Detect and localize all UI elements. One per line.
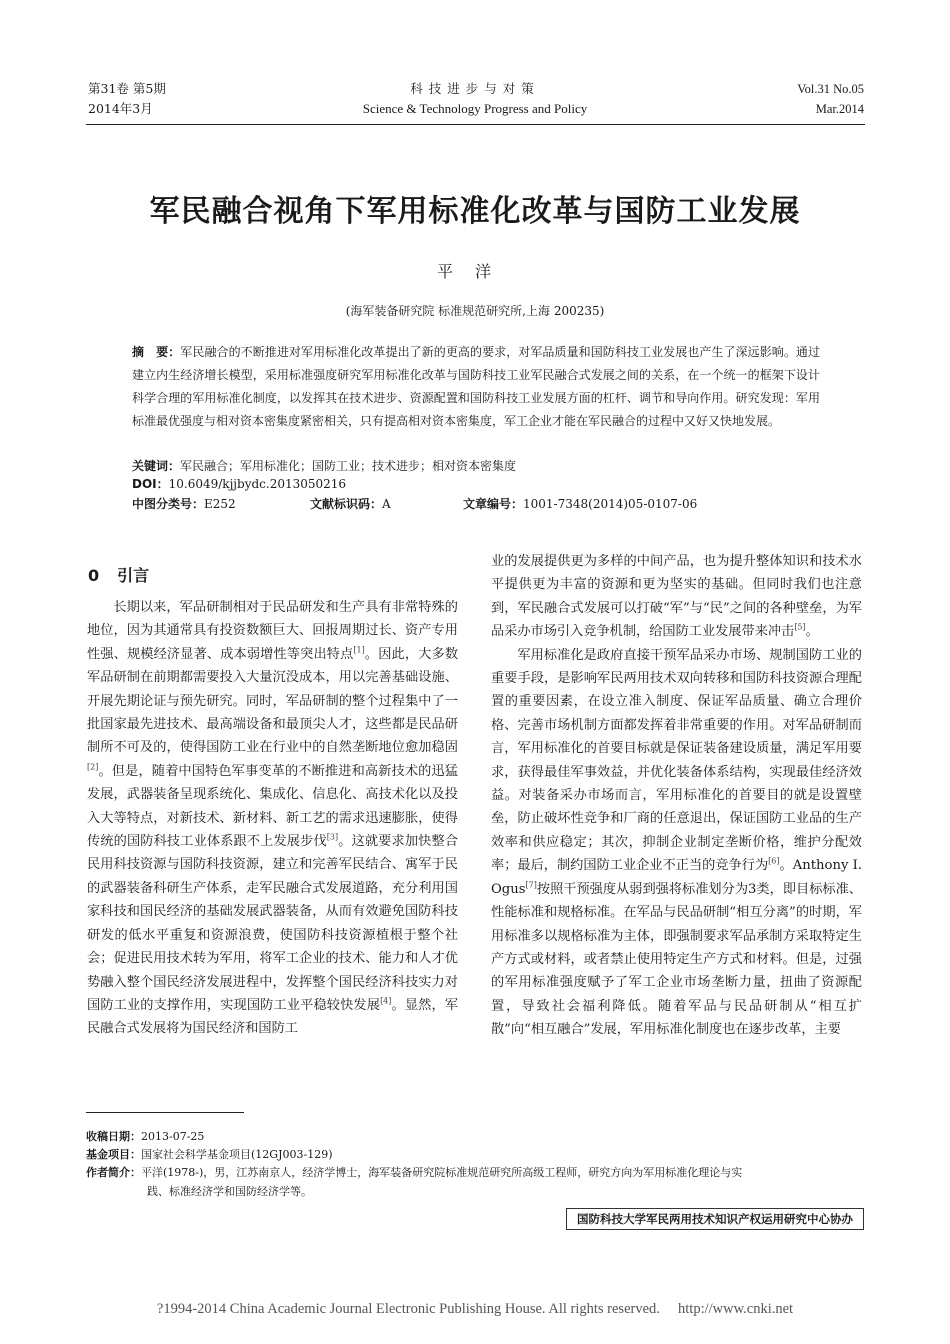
text-run: 。这就要求加快整合民用科技资源与国防科技资源，建立和完善军民结合、寓军于民的武器装备科研生产体系，走军民融合式发展道路，充分利用国家科技和国民经济的基础发展武器装备，从而有效避免国防科技研发的低水平重复和资源浪费，使国防科技资源植根于整个社会；促进民用技术转为军用，将军工企业的技术、能力和人才优势融入整个国民经济发展进程中，发挥整个国民经济科技实力对国防工业的支撑作用，实现国防工业平稳较快发展 xyxy=(87,834,459,1013)
copyright-footer: ?1994-2014 China Academic Journal Electronic Publishing House. All rights reserved. http://www.cnki.net xyxy=(156,1301,794,1317)
text-run: 。因此，大多数军品研制在前期都需要投入大量沉没成本，用以完善基础设施、开展先期论证与预先研究。同时，军品研制的整个过程集中了一批国家最先进技术、最高端设备和最顶尖人才，这些都是民品研制所不可及的，使得国防工业在行业中的自然垄断地位愈加稳固 xyxy=(87,646,459,756)
abstract-label: 摘 要： xyxy=(132,345,181,359)
footnote-received xyxy=(86,1127,866,1146)
text-run: 长期以来，军品研制相对于民品研发和生产具有非常特殊的地位，因为其通常具有投资数额巨大、回报周期过长、资产专用性强、规模经济显著、成本弱增性等突出特点 xyxy=(87,600,458,662)
citation[interactable]: [2] xyxy=(87,762,99,772)
author-bio-text: 平洋(1978-)，男，江苏南京人，经济学博士，海军装备研究院标准规范研究所高级工程师，研究方向为军用标准化理论与实 xyxy=(141,1166,743,1179)
text-run: 军用标准化是政府直接干预军品采办市场、规制国防工业的重要手段，是影响军民两用技术双向转移和国防科技资源合理配置的重要因素，在设立准入制度、保证军品质量、确立合理价格、完善市场机制方面都发挥着非常重要的作用。对军品研制而言，军用标准化的首要目标就是保证装备建设质量，满足军用要求，获得最佳军事效益，并优化装备体系结构，实现最佳经济效益。对装备采办市场而言，军用标准化的首要目的就是设置壁垒，防止破坏性竞争和厂商的任意退出，保证国防工业品的生产效率和供应稳定；其次，抑制企业制定垄断价格，维护分配效率；最后，制约国防工业企业不正当的竞争行为 xyxy=(491,647,862,874)
author-name: 平洋 xyxy=(436,262,513,281)
fund-text: 国家社会科学基金项目(12GJ003-129) xyxy=(141,1148,333,1161)
journal-name-en: Science & Technology Progress and Policy xyxy=(362,101,588,116)
fund-label: 基金项目： xyxy=(86,1148,141,1161)
clc-code xyxy=(132,494,236,514)
author-affiliation: (海军装备研究院 标准规范研究所,上海 200235) xyxy=(345,304,605,318)
received-date: 2013-07-25 xyxy=(141,1130,205,1143)
doc-label: 文献标识码： xyxy=(310,497,383,511)
text-run: 业的发展提供更为多样的中间产品，也为提升整体知识和技术水平提供更为丰富的资源和更为坚实的基础。但同时我们也注意到，军民融合式发展可以打破“军”与“民”之间的各种壁垒，为军品采办市场引入竞争机制，给国防工业发展带来冲击 xyxy=(491,554,862,640)
clc-label: 中图分类号： xyxy=(132,497,205,511)
article-number xyxy=(463,494,697,514)
text-run: 。 xyxy=(805,624,819,640)
header-center xyxy=(300,79,650,119)
footnote-fund xyxy=(86,1145,866,1164)
text-run: 。显然，军民融合式发展将为国民经济和国防工 xyxy=(87,997,459,1037)
text-run: 。Anthony I. Ogus xyxy=(491,858,863,897)
journal-name-cn: 科技进步与对策 xyxy=(410,81,540,96)
footnote-rule xyxy=(86,1112,244,1113)
header-left xyxy=(88,79,166,119)
article-value: 1001-7348(2014)05-0107-06 xyxy=(523,497,698,511)
citation[interactable]: [4] xyxy=(380,996,392,1006)
keywords-label: 关键词： xyxy=(132,459,181,473)
left-column xyxy=(87,596,458,1041)
paragraph xyxy=(87,596,458,1041)
citation[interactable]: [6] xyxy=(768,856,780,866)
doc-code xyxy=(310,494,391,514)
clc-value: E252 xyxy=(204,497,236,511)
doi xyxy=(132,474,832,494)
abstract-text: 军民融合的不断推进对军用标准化改革提出了新的更高的要求，对军品质量和国防科技工业发展也产生了深远影响。通过建立内生经济增长模型，采用标准强度研究军用标准化改革与国防科技工业军民融合式发展之间的关系，在一个统一的框架下设计科学合理的军用标准化制度，以发挥其在技术进步、资源配置和国防科技工业发展方面的杠杆、调节和导向作用。研究发现：军用标准最优强度与相对资本密集度紧密相关，只有提高相对资本密集度，军工企业才能在军民融合的过程中又好又快地发展。 xyxy=(132,345,820,428)
citation[interactable]: [3] xyxy=(326,832,339,842)
citation[interactable]: [5] xyxy=(794,622,806,632)
volume-issue: 第31卷 第5期 xyxy=(88,81,166,96)
footnote-author-cont: 践、标准经济学和国防经济学等。 xyxy=(147,1185,312,1198)
received-label: 收稿日期： xyxy=(86,1130,141,1143)
paper-title: 军民融合视角下军用标准化改革与国防工业发展 xyxy=(149,194,801,229)
section-title: 引言 xyxy=(117,566,150,585)
volume-issue-en: Vol.31 No.05 xyxy=(797,82,864,96)
citation[interactable]: [1] xyxy=(353,645,365,655)
doc-value: A xyxy=(382,497,391,511)
co-organizer-stamp: 国防科技大学军民两用技术知识产权运用研究中心协办 xyxy=(566,1208,864,1230)
author-bio-label: 作者简介： xyxy=(86,1166,141,1179)
article-label: 文章编号： xyxy=(463,497,524,511)
doi-text: 10.6049/kjjbydc.2013050216 xyxy=(168,477,347,491)
text-run: 。但是，随着中国特色军事变革的不断推进和高新技术的迅猛发展，武器装备呈现系统化、集成化、信息化、高技术化以及投入大等特点，对新技术、新材料、新工艺的需求迅速膨胀，使得传统的国防科技工业体系跟不上发展步伐 xyxy=(87,763,458,850)
right-column xyxy=(491,550,862,1042)
section-heading xyxy=(88,563,149,586)
issue-date-cn: 2014年3月 xyxy=(88,101,153,116)
text-run: 按照干预强度从弱到强将标准划分为3类，即目标标准、性能标准和规格标准。在军品与民品研制“相互分离”的时期，军用标准多以规格标准为主体，即强制要求军品承制方采取特定生产方式或材料，或者禁止使用特定生产方式和材料。但是，过强的军用标准强度赋予了军工企业市场垄断力量，扭曲了资源配置，导致社会福利降低。随着军品与民品研制从“相互扩散”向“相互融合”发展，军用标准化制度也在逐步改革，主要 xyxy=(491,881,862,1038)
citation[interactable]: [7] xyxy=(525,880,537,890)
doi-label: DOI： xyxy=(132,477,169,491)
header-right xyxy=(797,79,864,119)
paragraph xyxy=(491,644,862,1042)
keywords-text: 军民融合；军用标准化；国防工业；技术进步；相对资本密集度 xyxy=(180,459,517,473)
abstract xyxy=(132,341,820,433)
section-number: 0 xyxy=(88,566,100,585)
paragraph xyxy=(491,550,862,644)
issue-date-en: Mar.2014 xyxy=(815,102,864,116)
footnote-author xyxy=(86,1163,866,1182)
header-rule xyxy=(86,124,865,125)
keywords xyxy=(132,456,832,476)
